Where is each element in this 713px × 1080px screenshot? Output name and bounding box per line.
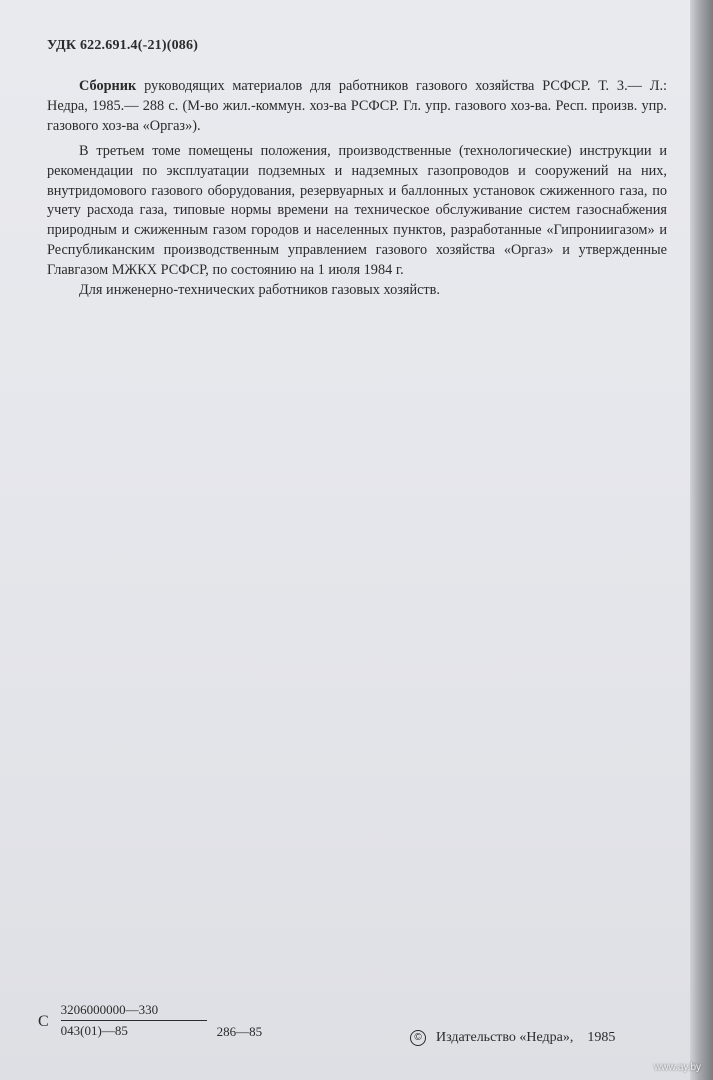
classification-suffix: 286—85 [216, 1024, 263, 1039]
classification-denominator: 043(01)—85 [60, 1022, 128, 1038]
watermark: www.ay.by [654, 1062, 702, 1073]
classification-letter: С [38, 1013, 49, 1030]
copyright-icon: © [410, 1030, 426, 1046]
classification-code [38, 1000, 262, 1040]
annotation-paragraph-1: В третьем томе помещены положения, производственные (технологические) инструкции и рекомендации по эксплуатации подземных и надземных газопроводов и сооружений на них, внутридомового газового оборудования, резервуарных и баллонных установок сжиженного газа, по учету расхода газа, типовые нормы времени на техническое обслуживание систем газоснабжения природным и сжиженным газом городов и населенных пунктов, разработанные «Гипрониигазом» и Республиканским производственным управлением газового хозяйства «Оргаз» и утвержденные Главгазом МЖКХ РСФСР, по состоянию на 1 июля 1984 г. [47, 143, 667, 278]
bibliographic-text: руководящих материалов для работников газового хозяйства РСФСР. Т. 3.— Л.: Недра, 1985.— 288 с. (М-во жил.-коммун. хоз-ва РСФСР. Гл. упр. газового хоз-ва. Респ. произв. упр. газового хоз-ва «Оргаз»). [47, 78, 667, 134]
bibliographic-lead: Сборник [79, 78, 137, 94]
annotation-paragraph-2: Для инженерно-технических работников газовых хозяйств. [79, 281, 441, 298]
classification-fraction [61, 1002, 207, 1039]
page-edge-shadow [690, 0, 713, 1080]
classification-numerator: 3206000000—330 [61, 1002, 207, 1021]
publication-year: 1985 [587, 1030, 616, 1045]
bibliographic-paragraph [47, 77, 667, 136]
udk-code: УДК 622.691.4(-21)(086) [47, 38, 199, 53]
copyright-line [410, 1030, 615, 1046]
publisher-name: Издательство «Недра», [436, 1030, 574, 1045]
annotation [47, 142, 667, 300]
bibliographic-description [47, 77, 667, 136]
